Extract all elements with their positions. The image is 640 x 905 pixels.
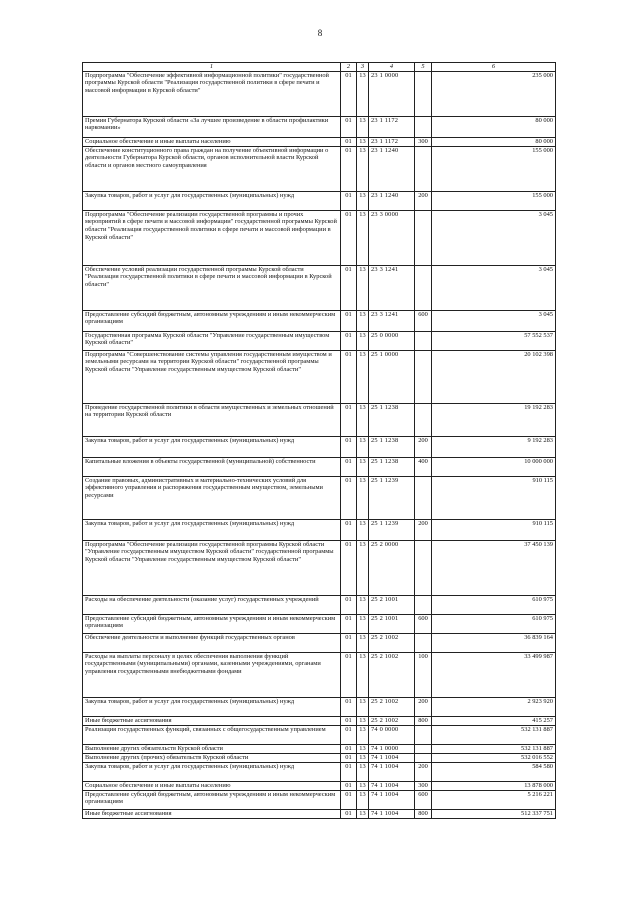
subsection-code-cell: 13 xyxy=(357,146,369,191)
table-row xyxy=(83,71,556,116)
amount-cell: 3 045 xyxy=(432,310,556,331)
target-article-code-cell: 74 1 1004 xyxy=(369,809,415,818)
expense-type-code-cell: 800 xyxy=(415,716,432,725)
item-name-cell: Предоставление субсидий бюджетным, автономным учреждениям и иным некоммерческим организациям xyxy=(83,614,341,633)
expense-type-code-cell xyxy=(415,403,432,436)
amount-cell: 37 450 139 xyxy=(432,540,556,595)
amount-cell: 235 000 xyxy=(432,71,556,116)
subsection-code-cell: 13 xyxy=(357,436,369,457)
target-article-code-cell: 23 3 0000 xyxy=(369,210,415,265)
expense-type-code-cell xyxy=(415,331,432,350)
amount-cell: 33 499 987 xyxy=(432,652,556,697)
target-article-code-cell: 23 1 1172 xyxy=(369,137,415,146)
section-code-cell: 01 xyxy=(341,762,357,781)
amount-cell: 155 000 xyxy=(432,191,556,210)
expense-type-code-cell xyxy=(415,725,432,744)
table-row xyxy=(83,595,556,614)
table-row xyxy=(83,725,556,744)
expense-type-code-cell xyxy=(415,71,432,116)
expense-type-code-cell: 200 xyxy=(415,762,432,781)
item-name-cell: Социальное обеспечение и иные выплаты населению xyxy=(83,781,341,790)
table-row xyxy=(83,762,556,781)
item-name-cell: Создание правовых, административных и материально-технических условий для эффективного управления и распоряжения государственным имуществом, земельными ресурсами xyxy=(83,476,341,519)
subsection-code-cell: 13 xyxy=(357,744,369,753)
section-code-cell: 01 xyxy=(341,633,357,652)
item-name-cell: Подпрограмма "Обеспечение эффективной информационной политики" государственной программы Курской области "Реализация государственной политики в сфере печати и массовой информации в Курской области" xyxy=(83,71,341,116)
amount-cell: 13 878 000 xyxy=(432,781,556,790)
table-row xyxy=(83,614,556,633)
expense-type-code-cell: 200 xyxy=(415,436,432,457)
amount-cell: 532 131 887 xyxy=(432,725,556,744)
section-code-cell: 01 xyxy=(341,781,357,790)
section-code-cell: 01 xyxy=(341,652,357,697)
target-article-code-cell: 25 2 1002 xyxy=(369,633,415,652)
table-row xyxy=(83,210,556,265)
subsection-code-cell: 13 xyxy=(357,137,369,146)
section-code-cell: 01 xyxy=(341,595,357,614)
table-row xyxy=(83,809,556,818)
amount-cell: 57 552 537 xyxy=(432,331,556,350)
section-code-cell: 01 xyxy=(341,457,357,476)
target-article-code-cell: 23 3 1241 xyxy=(369,265,415,310)
table-row xyxy=(83,146,556,191)
subsection-code-cell: 13 xyxy=(357,476,369,519)
item-name-cell: Реализация государственных функций, связанных с общегосударственным управлением xyxy=(83,725,341,744)
column-header-2: 2 xyxy=(341,63,357,72)
target-article-code-cell: 25 1 1238 xyxy=(369,457,415,476)
expense-type-code-cell: 200 xyxy=(415,519,432,540)
subsection-code-cell: 13 xyxy=(357,191,369,210)
section-code-cell: 01 xyxy=(341,809,357,818)
subsection-code-cell: 13 xyxy=(357,762,369,781)
amount-cell: 532 016 552 xyxy=(432,753,556,762)
target-article-code-cell: 25 2 1001 xyxy=(369,595,415,614)
target-article-code-cell: 23 1 1240 xyxy=(369,191,415,210)
table-row xyxy=(83,191,556,210)
target-article-code-cell: 23 1 1172 xyxy=(369,116,415,137)
amount-cell: 20 102 398 xyxy=(432,350,556,403)
amount-cell: 155 000 xyxy=(432,146,556,191)
item-name-cell: Иные бюджетные ассигнования xyxy=(83,809,341,818)
expense-type-code-cell xyxy=(415,116,432,137)
target-article-code-cell: 25 2 1002 xyxy=(369,652,415,697)
item-name-cell: Закупка товаров, работ и услуг для государственных (муниципальных) нужд xyxy=(83,436,341,457)
table-row xyxy=(83,350,556,403)
table-row xyxy=(83,116,556,137)
column-header-5: 5 xyxy=(415,63,432,72)
subsection-code-cell: 13 xyxy=(357,350,369,403)
expense-type-code-cell xyxy=(415,146,432,191)
section-code-cell: 01 xyxy=(341,476,357,519)
target-article-code-cell: 25 1 0000 xyxy=(369,350,415,403)
table-row xyxy=(83,652,556,697)
amount-cell: 36 839 164 xyxy=(432,633,556,652)
section-code-cell: 01 xyxy=(341,191,357,210)
expense-type-code-cell xyxy=(415,633,432,652)
section-code-cell: 01 xyxy=(341,744,357,753)
expense-type-code-cell: 100 xyxy=(415,652,432,697)
subsection-code-cell: 13 xyxy=(357,725,369,744)
target-article-code-cell: 25 1 1238 xyxy=(369,403,415,436)
item-name-cell: Иные бюджетные ассигнования xyxy=(83,716,341,725)
section-code-cell: 01 xyxy=(341,697,357,716)
subsection-code-cell: 13 xyxy=(357,809,369,818)
amount-cell: 3 045 xyxy=(432,265,556,310)
item-name-cell: Подпрограмма "Совершенствование системы управления государственным имуществом и земельными ресурсами на территории Курской области" государственной программы Курской области "Управление государственным имуществом Курской области" xyxy=(83,350,341,403)
section-code-cell: 01 xyxy=(341,350,357,403)
subsection-code-cell: 13 xyxy=(357,614,369,633)
expense-type-code-cell: 200 xyxy=(415,191,432,210)
expense-type-code-cell xyxy=(415,210,432,265)
target-article-code-cell: 74 1 1004 xyxy=(369,762,415,781)
target-article-code-cell: 25 2 1002 xyxy=(369,697,415,716)
item-name-cell: Обеспечение деятельности и выполнение функций государственных органов xyxy=(83,633,341,652)
expense-type-code-cell: 800 xyxy=(415,809,432,818)
amount-cell: 19 192 283 xyxy=(432,403,556,436)
subsection-code-cell: 13 xyxy=(357,697,369,716)
table-row xyxy=(83,137,556,146)
expense-type-code-cell: 600 xyxy=(415,310,432,331)
budget-table xyxy=(82,62,556,819)
subsection-code-cell: 13 xyxy=(357,753,369,762)
table-row xyxy=(83,476,556,519)
table-row xyxy=(83,457,556,476)
amount-cell: 2 923 920 xyxy=(432,697,556,716)
item-name-cell: Предоставление субсидий бюджетным, автономным учреждениям и иным некоммерческим организациям xyxy=(83,310,341,331)
section-code-cell: 01 xyxy=(341,790,357,809)
table-body xyxy=(83,71,556,818)
table-row xyxy=(83,716,556,725)
section-code-cell: 01 xyxy=(341,753,357,762)
section-code-cell: 01 xyxy=(341,519,357,540)
amount-cell: 10 000 000 xyxy=(432,457,556,476)
item-name-cell: Обеспечение конституционного права граждан на получение объективной информации о деятельности Губернатора Курской области, органов исполнительной власти Курской области и органов местного самоуправления xyxy=(83,146,341,191)
table-row xyxy=(83,519,556,540)
section-code-cell: 01 xyxy=(341,137,357,146)
table-row xyxy=(83,744,556,753)
section-code-cell: 01 xyxy=(341,265,357,310)
item-name-cell: Социальное обеспечение и иные выплаты населению xyxy=(83,137,341,146)
subsection-code-cell: 13 xyxy=(357,210,369,265)
table-row xyxy=(83,403,556,436)
amount-cell: 415 257 xyxy=(432,716,556,725)
amount-cell: 910 115 xyxy=(432,476,556,519)
subsection-code-cell: 13 xyxy=(357,790,369,809)
section-code-cell: 01 xyxy=(341,146,357,191)
section-code-cell: 01 xyxy=(341,116,357,137)
subsection-code-cell: 13 xyxy=(357,265,369,310)
target-article-code-cell: 23 1 1240 xyxy=(369,146,415,191)
section-code-cell: 01 xyxy=(341,436,357,457)
target-article-code-cell: 23 1 0000 xyxy=(369,71,415,116)
table-row xyxy=(83,540,556,595)
subsection-code-cell: 13 xyxy=(357,595,369,614)
target-article-code-cell: 25 2 1001 xyxy=(369,614,415,633)
section-code-cell: 01 xyxy=(341,331,357,350)
section-code-cell: 01 xyxy=(341,725,357,744)
item-name-cell: Закупка товаров, работ и услуг для государственных (муниципальных) нужд xyxy=(83,762,341,781)
item-name-cell: Расходы на выплаты персоналу в целях обеспечения выполнения функций государственными (муниципальными) органами, казенными учреждениями, органами управления государственными внебюджетными фондами xyxy=(83,652,341,697)
expense-type-code-cell: 400 xyxy=(415,457,432,476)
item-name-cell: Премия Губернатора Курской области «За лучшее произведение в области профилактики наркомании» xyxy=(83,116,341,137)
table-row xyxy=(83,265,556,310)
subsection-code-cell: 13 xyxy=(357,116,369,137)
target-article-code-cell: 74 1 0000 xyxy=(369,744,415,753)
item-name-cell: Выполнение других (прочих) обязательств Курской области xyxy=(83,753,341,762)
subsection-code-cell: 13 xyxy=(357,310,369,331)
amount-cell: 584 580 xyxy=(432,762,556,781)
amount-cell: 512 337 751 xyxy=(432,809,556,818)
expense-type-code-cell: 200 xyxy=(415,697,432,716)
expense-type-code-cell xyxy=(415,476,432,519)
amount-cell: 610 975 xyxy=(432,595,556,614)
item-name-cell: Государственная программа Курской области "Управление государственным имуществом Курской области" xyxy=(83,331,341,350)
amount-cell: 532 131 887 xyxy=(432,744,556,753)
target-article-code-cell: 25 1 1239 xyxy=(369,476,415,519)
expense-type-code-cell xyxy=(415,350,432,403)
item-name-cell: Предоставление субсидий бюджетным, автономным учреждениям и иным некоммерческим организациям xyxy=(83,790,341,809)
table-row xyxy=(83,753,556,762)
item-name-cell: Расходы на обеспечение деятельности (оказание услуг) государственных учреждений xyxy=(83,595,341,614)
expense-type-code-cell xyxy=(415,595,432,614)
item-name-cell: Подпрограмма "Обеспечение реализации государственной программы и прочих мероприятий в сфере печати и массовой информации" государственной программы Курской области "Реализация государственной политики в сфере печати и массовой информации в Курской области" xyxy=(83,210,341,265)
item-name-cell: Выполнение других обязательств Курской области xyxy=(83,744,341,753)
expense-type-code-cell xyxy=(415,744,432,753)
expense-type-code-cell xyxy=(415,753,432,762)
column-header-3: 3 xyxy=(357,63,369,72)
section-code-cell: 01 xyxy=(341,210,357,265)
amount-cell: 80 000 xyxy=(432,137,556,146)
target-article-code-cell: 74 1 1004 xyxy=(369,790,415,809)
amount-cell: 9 192 283 xyxy=(432,436,556,457)
item-name-cell: Подпрограмма "Обеспечение реализации государственной программы Курской области "Управление государственным имуществом Курской области" государственной программы Курской области "Управление государственным имуществом Курской области" xyxy=(83,540,341,595)
target-article-code-cell: 25 2 1002 xyxy=(369,716,415,725)
column-header-4: 4 xyxy=(369,63,415,72)
table-row xyxy=(83,436,556,457)
target-article-code-cell: 25 2 0000 xyxy=(369,540,415,595)
expense-type-code-cell xyxy=(415,540,432,595)
subsection-code-cell: 13 xyxy=(357,652,369,697)
item-name-cell: Обеспечение условий реализации государственной программы Курской области "Реализация государственной политики в сфере печати и массовой информации в Курской области" xyxy=(83,265,341,310)
target-article-code-cell: 25 1 1239 xyxy=(369,519,415,540)
section-code-cell: 01 xyxy=(341,310,357,331)
target-article-code-cell: 74 1 1004 xyxy=(369,781,415,790)
target-article-code-cell: 74 0 0000 xyxy=(369,725,415,744)
subsection-code-cell: 13 xyxy=(357,540,369,595)
column-header-1: 1 xyxy=(83,63,341,72)
item-name-cell: Закупка товаров, работ и услуг для государственных (муниципальных) нужд xyxy=(83,519,341,540)
amount-cell: 610 975 xyxy=(432,614,556,633)
subsection-code-cell: 13 xyxy=(357,403,369,436)
table-row xyxy=(83,633,556,652)
expense-type-code-cell: 600 xyxy=(415,614,432,633)
subsection-code-cell: 13 xyxy=(357,519,369,540)
subsection-code-cell: 13 xyxy=(357,331,369,350)
expense-type-code-cell: 300 xyxy=(415,137,432,146)
table-header-row xyxy=(83,63,556,72)
column-header-6: 6 xyxy=(432,63,556,72)
table-row xyxy=(83,310,556,331)
subsection-code-cell: 13 xyxy=(357,71,369,116)
expense-type-code-cell: 600 xyxy=(415,790,432,809)
amount-cell: 80 000 xyxy=(432,116,556,137)
item-name-cell: Закупка товаров, работ и услуг для государственных (муниципальных) нужд xyxy=(83,191,341,210)
item-name-cell: Проведение государственной политики в области имущественных и земельных отношений на территории Курской области xyxy=(83,403,341,436)
section-code-cell: 01 xyxy=(341,403,357,436)
page-number: 8 xyxy=(317,28,323,38)
table-row xyxy=(83,790,556,809)
subsection-code-cell: 13 xyxy=(357,716,369,725)
expense-type-code-cell xyxy=(415,265,432,310)
subsection-code-cell: 13 xyxy=(357,781,369,790)
target-article-code-cell: 25 1 1238 xyxy=(369,436,415,457)
amount-cell: 3 045 xyxy=(432,210,556,265)
item-name-cell: Закупка товаров, работ и услуг для государственных (муниципальных) нужд xyxy=(83,697,341,716)
table-row xyxy=(83,697,556,716)
amount-cell: 5 216 221 xyxy=(432,790,556,809)
subsection-code-cell: 13 xyxy=(357,457,369,476)
amount-cell: 910 115 xyxy=(432,519,556,540)
section-code-cell: 01 xyxy=(341,716,357,725)
target-article-code-cell: 74 1 1004 xyxy=(369,753,415,762)
table-row xyxy=(83,781,556,790)
target-article-code-cell: 23 3 1241 xyxy=(369,310,415,331)
target-article-code-cell: 25 0 0000 xyxy=(369,331,415,350)
section-code-cell: 01 xyxy=(341,71,357,116)
item-name-cell: Капитальные вложения в объекты государственной (муниципальной) собственности xyxy=(83,457,341,476)
table-row xyxy=(83,331,556,350)
section-code-cell: 01 xyxy=(341,614,357,633)
section-code-cell: 01 xyxy=(341,540,357,595)
expense-type-code-cell: 300 xyxy=(415,781,432,790)
subsection-code-cell: 13 xyxy=(357,633,369,652)
